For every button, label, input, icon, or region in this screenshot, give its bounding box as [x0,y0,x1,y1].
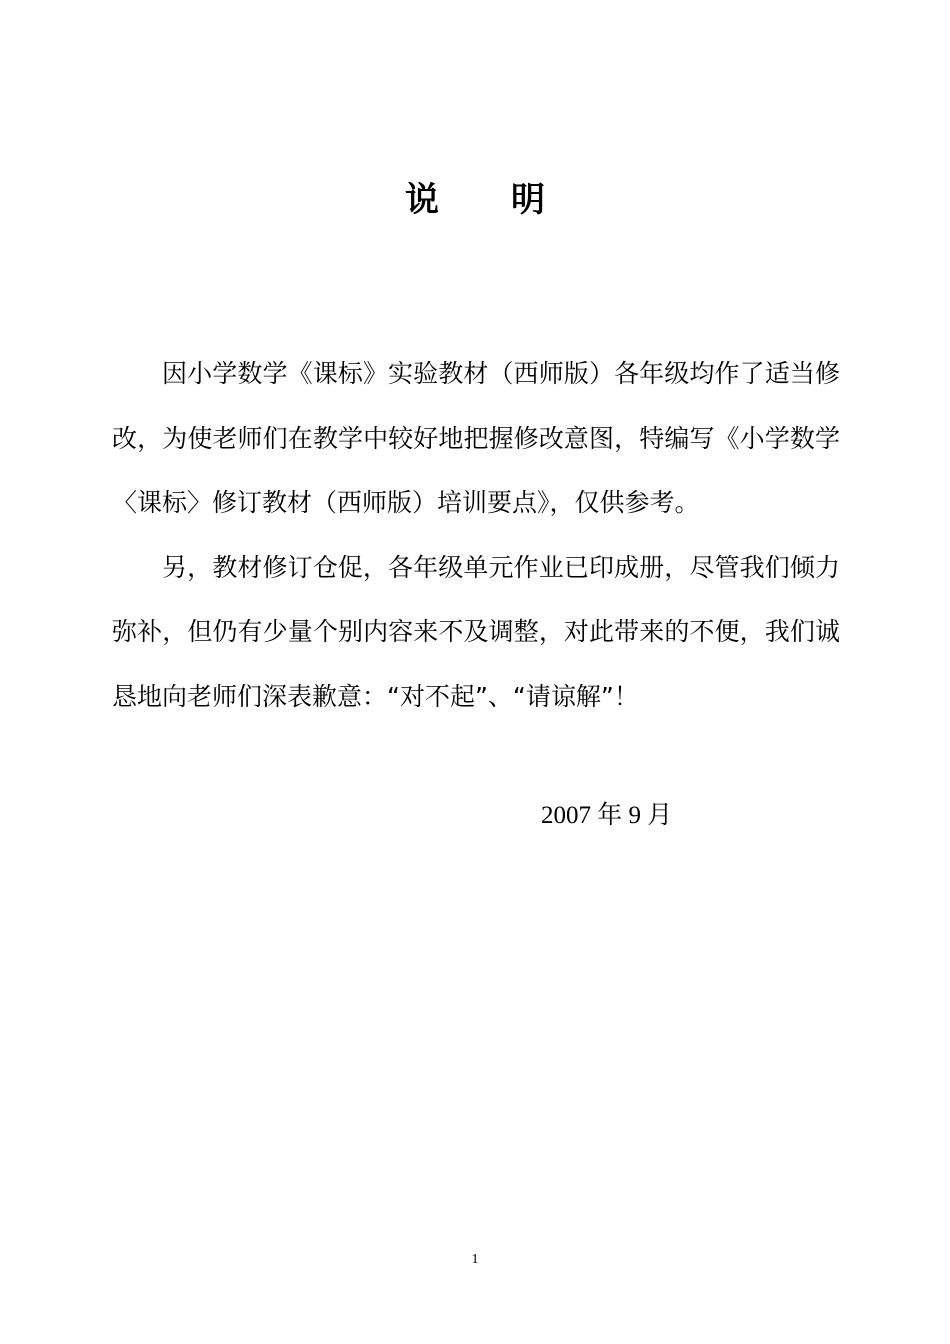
date-line: 2007 年 9 月 [541,802,673,829]
body-text [112,342,840,729]
paragraph-1: 因小学数学《课标》实验教材（西师版）各年级均作了适当修改，为使老师们在教学中较好地把握修改意图，特编写《小学数学〈课标〉修订教材（西师版）培训要点》，仅供参考。 [112,359,840,517]
page-number: 1 [471,1252,479,1267]
title-char-2: 明 [511,180,545,220]
title-char-1: 说 [405,180,439,220]
page-title [0,176,950,224]
paragraph-2: 另，教材修订仓促，各年级单元作业已印成册，尽管我们倾力弥补，但仍有少量个别内容来不及调整，对此带来的不便，我们诚恳地向老师们深表歉意：“对不起”、“请谅解”！ [112,552,840,711]
